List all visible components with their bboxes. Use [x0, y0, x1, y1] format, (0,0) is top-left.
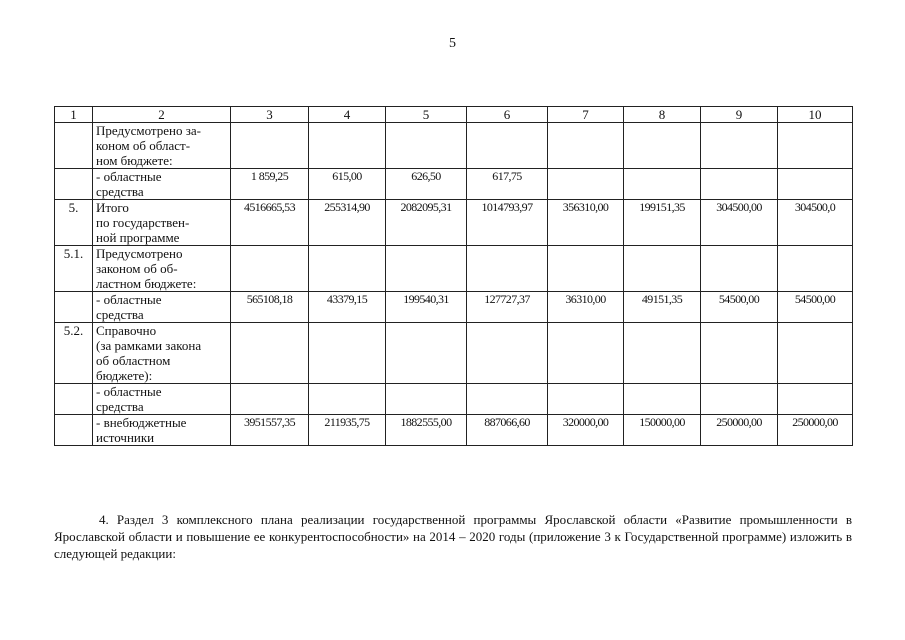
value-cell	[701, 323, 778, 384]
value-cell	[701, 384, 778, 415]
column-header-1: 1	[55, 107, 93, 123]
table-row	[55, 323, 853, 384]
column-header-3: 3	[231, 107, 309, 123]
value-cell	[467, 123, 548, 169]
value-cell	[624, 384, 701, 415]
row-code	[55, 123, 93, 169]
row-label	[93, 323, 231, 384]
row-label-line: Предусмотрено за-	[96, 123, 201, 138]
value-cell: 255314,90	[309, 200, 386, 246]
value-cell	[778, 384, 853, 415]
value-cell	[231, 123, 309, 169]
row-label-line: средства	[96, 399, 144, 414]
row-label-line: коном об област-	[96, 138, 191, 153]
value-cell: 320000,00	[548, 415, 624, 446]
value-cell	[309, 246, 386, 292]
header-row	[55, 107, 853, 123]
row-label-line: средства	[96, 184, 144, 199]
value-cell	[386, 323, 467, 384]
column-header-6: 6	[467, 107, 548, 123]
value-cell: 626,50	[386, 169, 467, 200]
row-label-line: ном бюджете:	[96, 153, 173, 168]
value-cell: 199540,31	[386, 292, 467, 323]
value-cell	[386, 384, 467, 415]
row-code	[55, 169, 93, 200]
value-cell	[467, 323, 548, 384]
value-cell	[309, 384, 386, 415]
column-header-10: 10	[778, 107, 853, 123]
value-cell: 250000,00	[701, 415, 778, 446]
value-cell: 127727,37	[467, 292, 548, 323]
value-cell: 1882555,00	[386, 415, 467, 446]
column-header-5: 5	[386, 107, 467, 123]
row-label	[93, 415, 231, 446]
row-label-line: (за рамками закона	[96, 338, 202, 353]
row-label-line: законом об об-	[96, 261, 178, 276]
table-row	[55, 384, 853, 415]
value-cell	[548, 384, 624, 415]
row-label-line: - областные	[96, 384, 162, 399]
value-cell: 304500,00	[701, 200, 778, 246]
value-cell: 211935,75	[309, 415, 386, 446]
row-label-line: об областном	[96, 353, 171, 368]
row-label-line: средства	[96, 307, 144, 322]
column-header-8: 8	[624, 107, 701, 123]
value-cell	[624, 323, 701, 384]
value-cell: 4516665,53	[231, 200, 309, 246]
value-cell: 887066,60	[467, 415, 548, 446]
column-header-9: 9	[701, 107, 778, 123]
row-code	[55, 415, 93, 446]
column-header-7: 7	[548, 107, 624, 123]
row-label-line: - областные	[96, 292, 162, 307]
row-label	[93, 384, 231, 415]
value-cell	[548, 169, 624, 200]
value-cell: 199151,35	[624, 200, 701, 246]
value-cell: 49151,35	[624, 292, 701, 323]
value-cell: 304500,0	[778, 200, 853, 246]
value-cell: 150000,00	[624, 415, 701, 446]
value-cell	[778, 323, 853, 384]
value-cell	[548, 323, 624, 384]
value-cell: 1014793,97	[467, 200, 548, 246]
value-cell: 617,75	[467, 169, 548, 200]
value-cell: 3951557,35	[231, 415, 309, 446]
row-label	[93, 200, 231, 246]
value-cell: 615,00	[309, 169, 386, 200]
value-cell: 1 859,25	[231, 169, 309, 200]
table-row	[55, 169, 853, 200]
column-header-4: 4	[309, 107, 386, 123]
table-row	[55, 415, 853, 446]
value-cell	[231, 384, 309, 415]
value-cell	[467, 246, 548, 292]
value-cell	[309, 123, 386, 169]
value-cell	[701, 246, 778, 292]
row-label	[93, 169, 231, 200]
row-code	[55, 384, 93, 415]
value-cell	[231, 246, 309, 292]
value-cell	[386, 123, 467, 169]
row-label-line: Предусмотрено	[96, 246, 183, 261]
row-label-line: ластном бюджете:	[96, 276, 197, 291]
table-row	[55, 200, 853, 246]
row-code: 5.1.	[55, 246, 93, 292]
row-label-line: - областные	[96, 169, 162, 184]
value-cell	[386, 246, 467, 292]
row-label	[93, 246, 231, 292]
row-label-line: - внебюджетные	[96, 415, 187, 430]
value-cell	[548, 246, 624, 292]
value-cell	[701, 169, 778, 200]
row-label-line: бюджете):	[96, 368, 153, 383]
row-label-line: источники	[96, 430, 155, 445]
row-label-line: ной программе	[96, 230, 180, 245]
value-cell: 2082095,31	[386, 200, 467, 246]
value-cell	[701, 123, 778, 169]
value-cell	[548, 123, 624, 169]
value-cell: 356310,00	[548, 200, 624, 246]
row-label-line: Итого	[96, 200, 129, 215]
value-cell: 54500,00	[778, 292, 853, 323]
row-code: 5.2.	[55, 323, 93, 384]
value-cell: 54500,00	[701, 292, 778, 323]
value-cell	[309, 323, 386, 384]
table-row	[55, 292, 853, 323]
value-cell: 250000,00	[778, 415, 853, 446]
row-label	[93, 292, 231, 323]
row-label-line: Справочно	[96, 323, 157, 338]
row-code	[55, 292, 93, 323]
table-row	[55, 123, 853, 169]
value-cell	[778, 169, 853, 200]
body-paragraph: 4. Раздел 3 комплексного плана реализации государственной программы Ярославской области «Развитие промышленности в Ярославской области и повышение ее конкурентоспособности» на 2014 – 2020 годы (приложение 3 к Государственной программе) изложить в следующей редакции:	[54, 512, 852, 561]
budget-table	[54, 106, 853, 446]
row-label	[93, 123, 231, 169]
value-cell	[624, 169, 701, 200]
page-number: 5	[449, 36, 456, 51]
value-cell	[778, 246, 853, 292]
value-cell	[778, 123, 853, 169]
value-cell: 43379,15	[309, 292, 386, 323]
value-cell	[467, 384, 548, 415]
value-cell: 36310,00	[548, 292, 624, 323]
value-cell: 565108,18	[231, 292, 309, 323]
column-header-2: 2	[93, 107, 231, 123]
value-cell	[231, 323, 309, 384]
table-row	[55, 246, 853, 292]
value-cell	[624, 246, 701, 292]
row-code: 5.	[55, 200, 93, 246]
row-label-line: по государствен-	[96, 215, 190, 230]
value-cell	[624, 123, 701, 169]
